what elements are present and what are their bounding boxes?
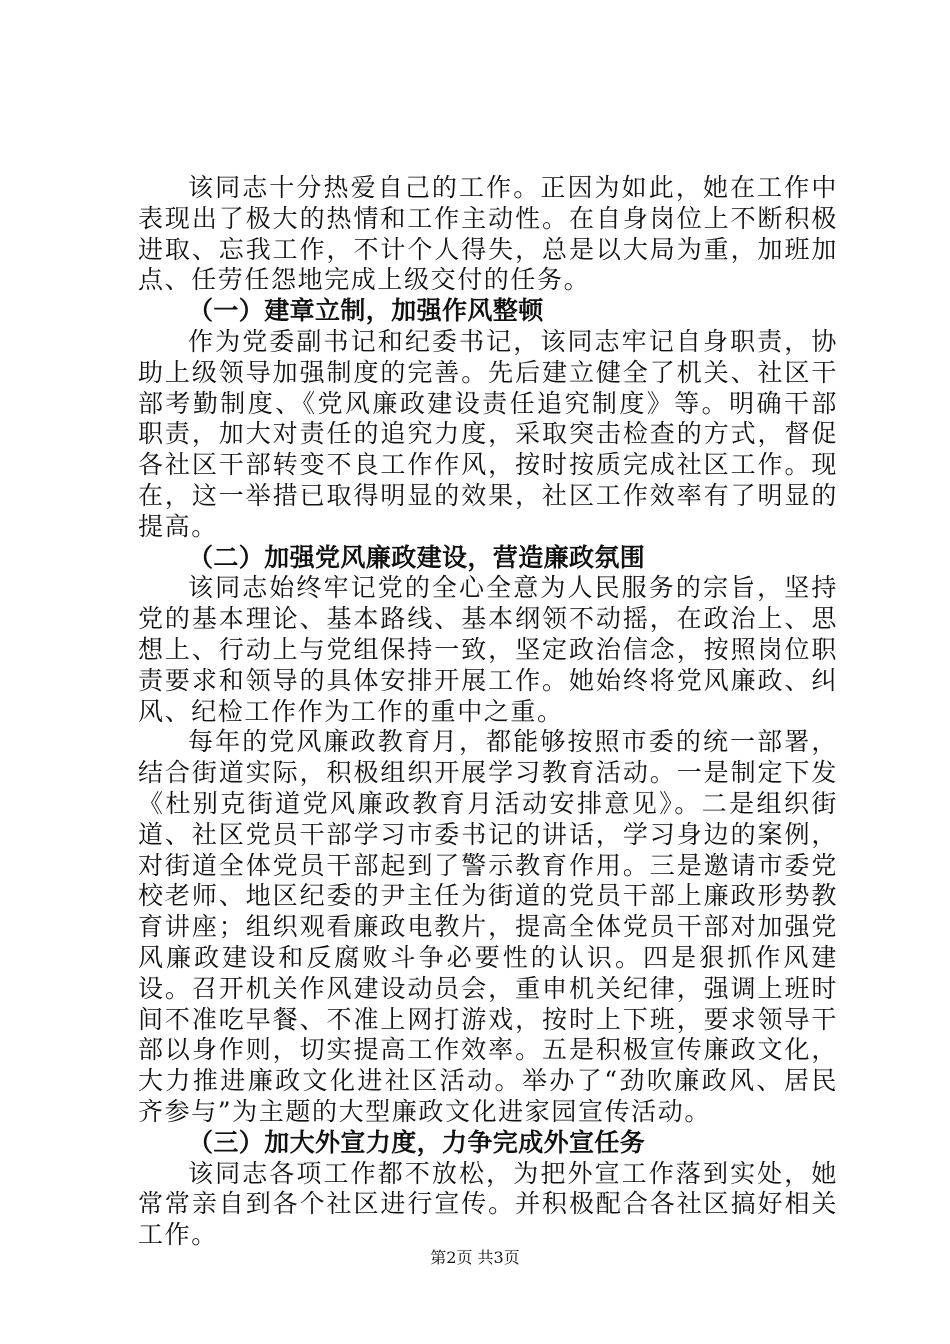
paragraph-party-integrity: 该同志始终牢记党的全心全意为人民服务的宗旨，坚持党的基本理论、基本路线、基本纲领不动摇，在政治上、思想上、行动上与党组保持一致，坚定政治信念，按照岗位职责要求和领导的具体安排开展工作。她始终将党风廉政、纠风、纪检工作作为工作的重中之重。 [138, 573, 838, 726]
paragraph-publicity: 该同志各项工作都不放松，为把外宣工作落到实处，她常常亲自到各个社区进行宣传。并积极配合各社区搞好相关工作。 [138, 1158, 838, 1250]
paragraph-education-month: 每年的党风廉政教育月，都能够按照市委的统一部署，结合街道实际，积极组织开展学习教育活动。一是制定下发《杜别克街道党风廉政教育月活动安排意见》。二是组织街道、社区党员干部学习市委书记的讲话，学习身边的案例，对街道全体党员干部起到了警示教育作用。三是邀请市委党校老师、地区纪委的尹主任为街道的党员干部上廉政形势教育讲座；组织观看廉政电教片，提高全体党员干部对加强党风廉政建设和反腐败斗争必要性的认识。四是狠抓作风建设。召开机关作风建设动员会，重申机关纪律，强调上班时间不准吃早餐、不准上网打游戏，按时上下班，要求领导干部以身作则，切实提高工作效率。五是积极宣传廉政文化，大力推进廉政文化进社区活动。举办了“劲吹廉政风、居民齐参与”为主题的大型廉政文化进家园宣传活动。 [138, 727, 838, 1126]
section-heading-3: （三）加大外宣力度，力争完成外宣任务 [188, 1127, 646, 1157]
paragraph-rules-system: 作为党委副书记和纪委书记，该同志牢记自身职责，协助上级领导加强制度的完善。先后建立健全了机关、社区干部考勤制度、《党风廉政建设责任追究制度》等。明确干部职责，加大对责任的追究力度，采取突击检查的方式，督促各社区干部转变不良工作作风，按时按质完成社区工作。现在，这一举措已取得明显的效果，社区工作效率有了明显的提高。 [138, 326, 838, 541]
document-body [138, 173, 838, 1251]
page-footer: 第2页 共3页 [430, 1248, 520, 1267]
section-heading-1: （一）建章立制，加强作风整顿 [188, 296, 544, 326]
section-heading-2: （二）加强党风廉政建设，营造廉政氛围 [188, 542, 646, 572]
paragraph-work-attitude: 该同志十分热爱自己的工作。正因为如此，她在工作中表现出了极大的热情和工作主动性。在自身岗位上不断积极进取、忘我工作，不计个人得失，总是以大局为重，加班加点、任劳任怨地完成上级交付的任务。 [138, 173, 838, 295]
